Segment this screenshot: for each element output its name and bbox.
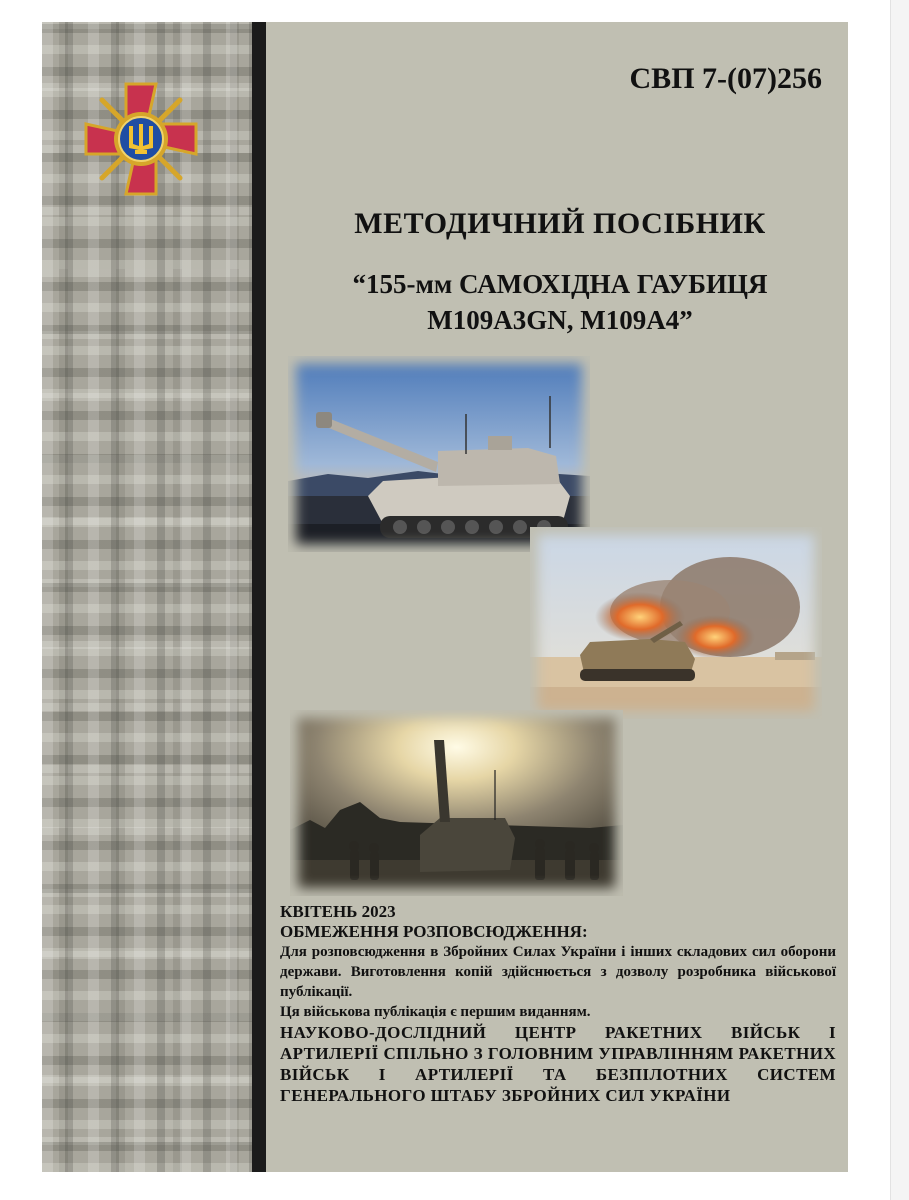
howitzer-photo-firing [530,527,822,719]
document-subtitle [266,266,848,338]
authors-block: НАУКОВО-ДОСЛІДНИЙ ЦЕНТР РАКЕТНИХ ВІЙСЬК І АРТИЛЕРІЇ СПІЛЬНО З ГОЛОВНИМ УПРАВЛІННЯМ РАКЕТНИХ ВІЙСЬК І АРТИЛЕРІЇ ТА БЕЗПІЛОТНИХ СИСТЕМ ГЕНЕРАЛЬНОГО ШТАБУ ЗБРОЙНИХ СИЛ УКРАЇНИ [280,1023,836,1105]
subtitle-line-1: “155-мм САМОХІДНА ГАУБИЦЯ [352,269,768,299]
howitzer-photo-silhouette [290,710,623,896]
armed-forces-emblem-icon [82,80,200,198]
howitzer-photo-road [288,356,590,552]
restriction-text: Для розповсюдження в Збройних Силах України і інших складових сил оборони держави. Виготовлення копій здійснюється з дозволу розробника військової публікації. [280,944,836,1000]
subtitle-line-2: M109A3GN, M109A4” [427,305,693,335]
document-title: МЕТОДИЧНИЙ ПОСІБНИК [354,207,766,240]
restriction-heading: ОБМЕЖЕННЯ РОЗПОВСЮДЖЕННЯ: [280,922,588,941]
edition-note: Ця військова публікація є першим виданням. [280,1004,591,1020]
document-cover [42,22,848,1172]
document-code: СВП 7-(07)256 [629,62,822,95]
divider-bar [252,22,266,1172]
publication-info [280,902,836,1106]
scrollbar[interactable] [890,0,909,1200]
publication-date: КВІТЕНЬ 2023 [280,902,396,921]
